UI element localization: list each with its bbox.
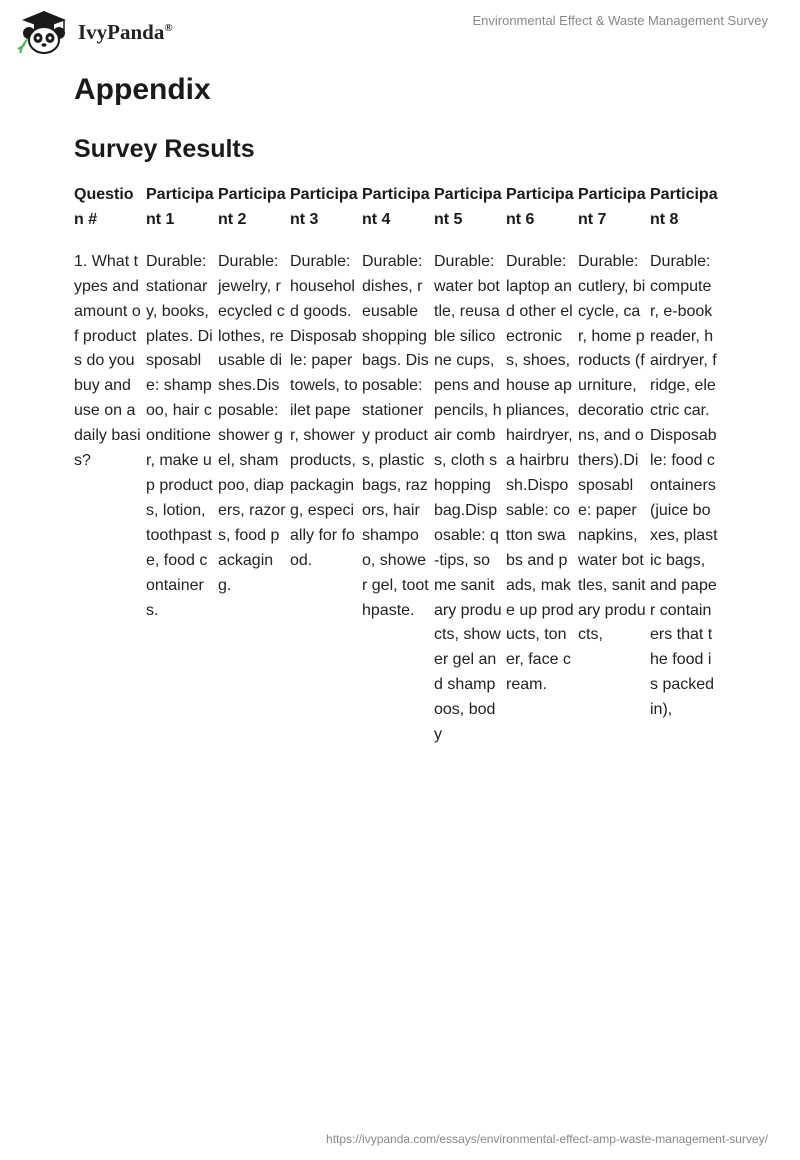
source-url[interactable]: https://ivypanda.com/essays/environmental-effect-amp-waste-management-survey/ [326,1132,768,1146]
header-participant-8: Participant 8 [650,186,718,228]
survey-results-table [74,183,722,748]
table-header-row [74,183,722,250]
header-participant-3: Participant 3 [290,186,358,228]
panda-graduate-logo-icon[interactable] [14,9,74,57]
header-participant-2: Participant 2 [218,186,286,228]
brand-name[interactable]: IvyPanda® [78,20,173,44]
answer-cell-participant-5: Durable: water bottle, reusable silicone cups, pens and pencils, hair combs, cloth shopping bag.Disposable: q-tips, some sanitary products, shower gel and shampoos, body [434,252,502,744]
answer-cell-participant-3: Durable: household goods.Disposable: paper towels, toilet paper, shower products, packaging, especially for food. [290,252,358,569]
section-heading: Survey Results [74,135,255,163]
table-row [74,250,722,748]
header-question-number: Question # [74,186,134,228]
header-participant-1: Participant 1 [146,186,214,228]
header-participant-4: Participant 4 [362,186,430,228]
page-header [0,0,800,70]
answer-cell-participant-7: Durable: cutlery, bicycle, car, home products (furniture, decorations, and others).Disposable: paper napkins, water bottles, sanitary products, [578,252,646,644]
question-cell: 1. What types and amount of products do you buy and use on a daily basis? [74,252,141,470]
document-title: Environmental Effect & Waste Management Survey [472,13,768,28]
answer-cell-participant-6: Durable: laptop and other electronics, shoes, house appliances, hairdryer, a hairbrush.Disposable: cotton swabs and pads, make up products, toner, face cream. [506,252,574,694]
header-participant-5: Participant 5 [434,186,502,228]
answer-cell-participant-1: Durable: stationary, books, plates. Disposable: shampoo, hair conditioner, make up products, lotion, toothpaste, food containers. [146,252,213,619]
answer-cell-participant-8: Durable: computer, e-book reader, hairdryer, fridge, electric car.Disposable: food containers (juice boxes, plastic bags, and paper containers that the food is packed in), [650,252,718,719]
answer-cell-participant-4: Durable: dishes, reusable shopping bags. Disposable: stationery products, plastic bags, razors, hair shampoo, shower gel, toothpaste. [362,252,429,619]
header-participant-6: Participant 6 [506,186,574,228]
header-participant-7: Participant 7 [578,186,646,228]
answer-cell-participant-2: Durable: jewelry, recycled clothes, reusable dishes.Disposable: shower gel, shampoo, diapers, razors, food packaging. [218,252,286,594]
page-heading: Appendix [74,73,211,106]
